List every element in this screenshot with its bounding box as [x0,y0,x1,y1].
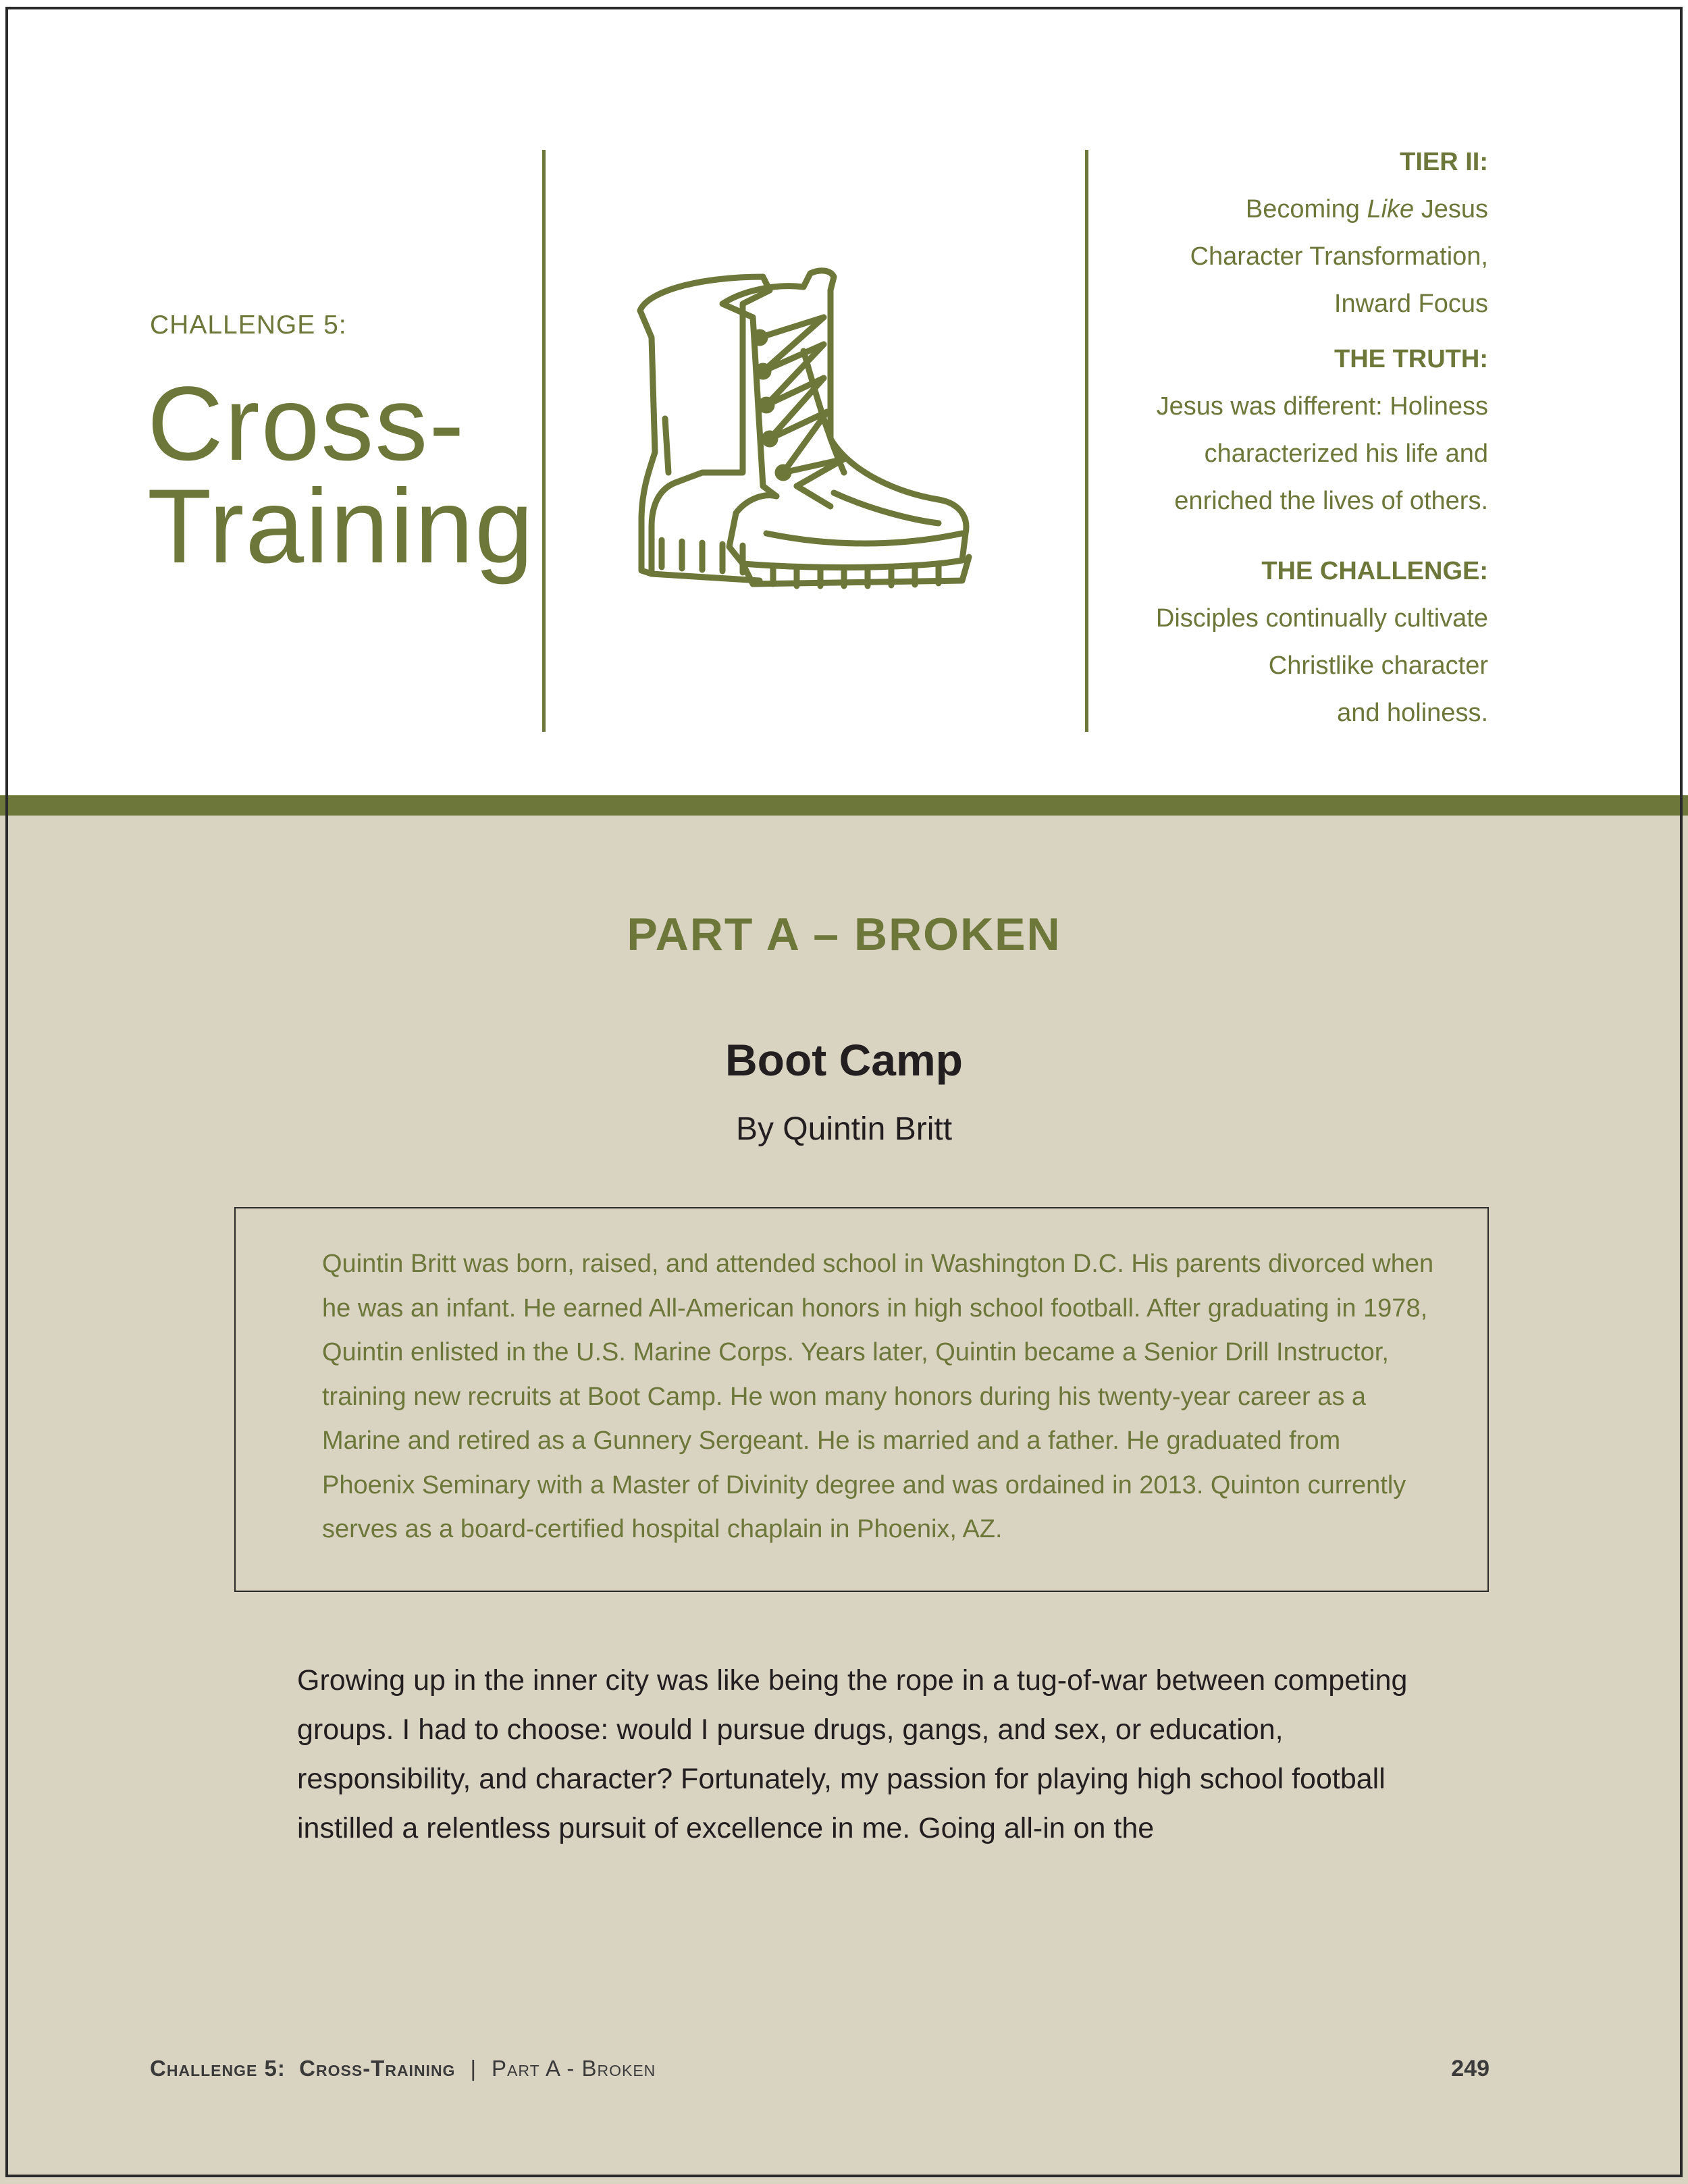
title-line-1: Cross- [147,365,466,483]
footer-chapter-title: Challenge 5: Cross-Training [150,2056,456,2081]
footer-chapter [150,2056,656,2081]
truth-line-2: characterized his life and [1204,440,1488,468]
title-line-2: Training [147,468,535,585]
divider-left [542,150,546,732]
truth-heading: THE TRUTH: [1334,345,1488,373]
footer-part: Part A - Broken [492,2056,656,2081]
page-number: 249 [1451,2056,1489,2081]
challenge-title [147,365,535,585]
tier-line-1-pre: Becoming [1245,195,1367,223]
tier-line-1 [1016,186,1488,233]
author-bio-box [234,1207,1489,1592]
tier-line-3: Inward Focus [1334,290,1488,318]
body-paragraph: Growing up in the inner city was like being the rope in a tug-of-war between competing groups. I had to choose: would I pursue drugs, gangs, and sex, or education, responsibility, and character? Fortunately, my passion for playing high school football instilled a relentless pursuit of excellence in me. Going all-in on the [297,1664,1408,1844]
challenge-summary [1016,138,1488,737]
challenge-line-1: Disciples continually cultivate [1155,604,1488,633]
challenge-line-2: Christlike character [1268,651,1488,680]
author-bio-text: Quintin Britt was born, raised, and attended school in Washington D.C. His parents divorced when he was an infant. He earned All-American honors in high school football. After graduating in 1978, Quintin enlisted in the U.S. Marine Corps. Years later, Quintin became a Senior Drill Instructor, training new recruits at Boot Camp. He won many honors during his twenty-year career as a Marine and retired as a Gunnery Sergeant. He is married and a father. He graduated from Phoenix Seminary with a Master of Divinity degree and was ordained in 2013. Quinton currently serves as a board-certified hospital chaplain in Phoenix, AZ. [322,1250,1434,1543]
tier-line-1-post: Jesus [1414,195,1488,223]
part-heading: PART A – BROKEN [627,909,1061,960]
boot-icon [628,250,979,641]
byline: By Quintin Britt [735,1111,953,1147]
challenge-line-3: and holiness. [1337,699,1488,727]
tier-line-1-emphasis: Like [1367,195,1415,223]
story-title: Boot Camp [725,1035,963,1085]
footer-separator: | [470,2056,477,2081]
truth-line-1: Jesus was different: Holiness [1156,392,1488,421]
tier-heading: TIER II: [1400,148,1488,176]
truth-line-3: enriched the lives of others. [1174,487,1488,515]
header-section [0,0,1688,795]
challenge-label: CHALLENGE 5: [150,311,347,340]
divider-band [0,795,1688,816]
challenge-heading: THE CHALLENGE: [1261,557,1488,585]
tier-line-2: Character Transformation, [1190,242,1488,271]
